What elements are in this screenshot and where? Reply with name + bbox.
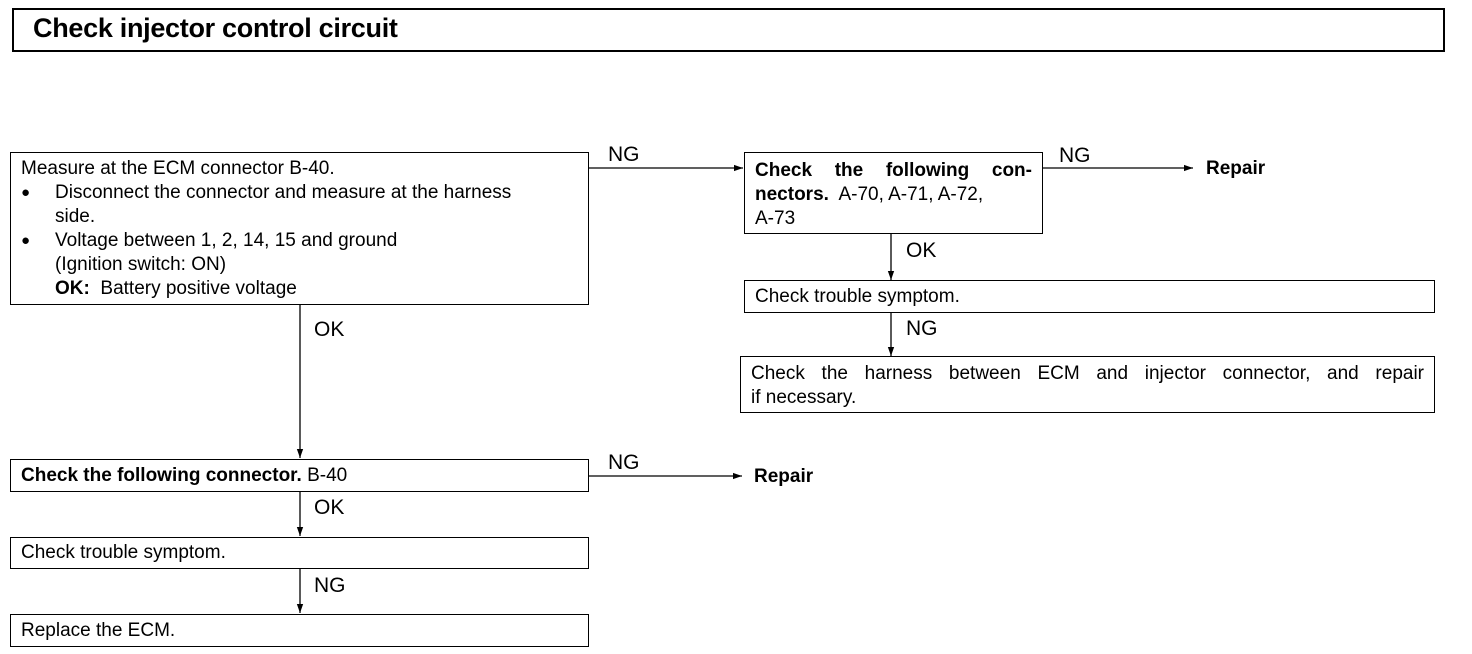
label-ng-b40: NG	[608, 451, 640, 474]
symptom-right-text: Check trouble symptom.	[755, 286, 960, 307]
connectors-a-bold: nectors.	[755, 184, 829, 205]
step-measure-ecm-title: Measure at the ECM connector B-40.	[21, 158, 335, 179]
label-ng-symptom-left: NG	[314, 574, 346, 597]
connector-b40-bold: Check the following connector.	[21, 465, 302, 486]
bullet-voltage-cont: (Ignition switch: ON)	[55, 254, 227, 275]
step-replace-ecm-box	[10, 614, 589, 647]
connectors-a-line2	[755, 183, 1032, 207]
bullet-disconnect-cont: side.	[55, 206, 96, 227]
ok-criteria-value: Battery positive voltage	[100, 278, 297, 299]
repair-label-top: Repair	[1206, 158, 1266, 179]
label-ng-conn-a: NG	[1059, 144, 1091, 167]
connectors-a-line3: A-73	[755, 208, 796, 229]
step-check-connectors-a-box	[744, 152, 1043, 234]
connectors-a-values: A-70, A-71, A-72,	[838, 184, 984, 205]
ok-criteria-label: OK:	[55, 278, 90, 299]
label-ok-conn-a: OK	[906, 239, 937, 262]
step-check-symptom-left-box	[10, 537, 589, 569]
harness-line1: Check the harness between ECM and injector connector, and repair	[751, 363, 1424, 384]
ok-criteria	[21, 277, 578, 301]
symptom-left-text: Check trouble symptom.	[21, 542, 226, 563]
bullet-disconnect	[21, 181, 578, 205]
label-ng-step1: NG	[608, 143, 640, 166]
step-check-connector-b40-box	[10, 459, 589, 492]
bullet-voltage-text: Voltage between 1, 2, 14, 15 and ground	[55, 230, 398, 251]
bullet-dot-icon: ●	[21, 232, 31, 249]
step-check-symptom-right-box	[744, 280, 1435, 313]
repair-label-bottom: Repair	[754, 466, 814, 487]
harness-line2: if necessary.	[751, 387, 857, 408]
bullet-disconnect-text: Disconnect the connector and measure at the harness	[55, 182, 512, 203]
step-check-harness-box	[740, 356, 1435, 413]
label-ng-symptom-right: NG	[906, 317, 938, 340]
connector-b40-value: B-40	[307, 465, 348, 486]
label-ok-b40: OK	[314, 496, 345, 519]
page-title: Check injector control circuit	[33, 13, 398, 43]
replace-ecm-text: Replace the ECM.	[21, 620, 176, 641]
connectors-a-line1: Check the following con-	[755, 160, 1032, 181]
bullet-voltage	[21, 229, 578, 253]
step-measure-ecm-box	[10, 152, 589, 305]
label-ok-step1: OK	[314, 318, 345, 341]
bullet-dot-icon: ●	[21, 184, 31, 201]
